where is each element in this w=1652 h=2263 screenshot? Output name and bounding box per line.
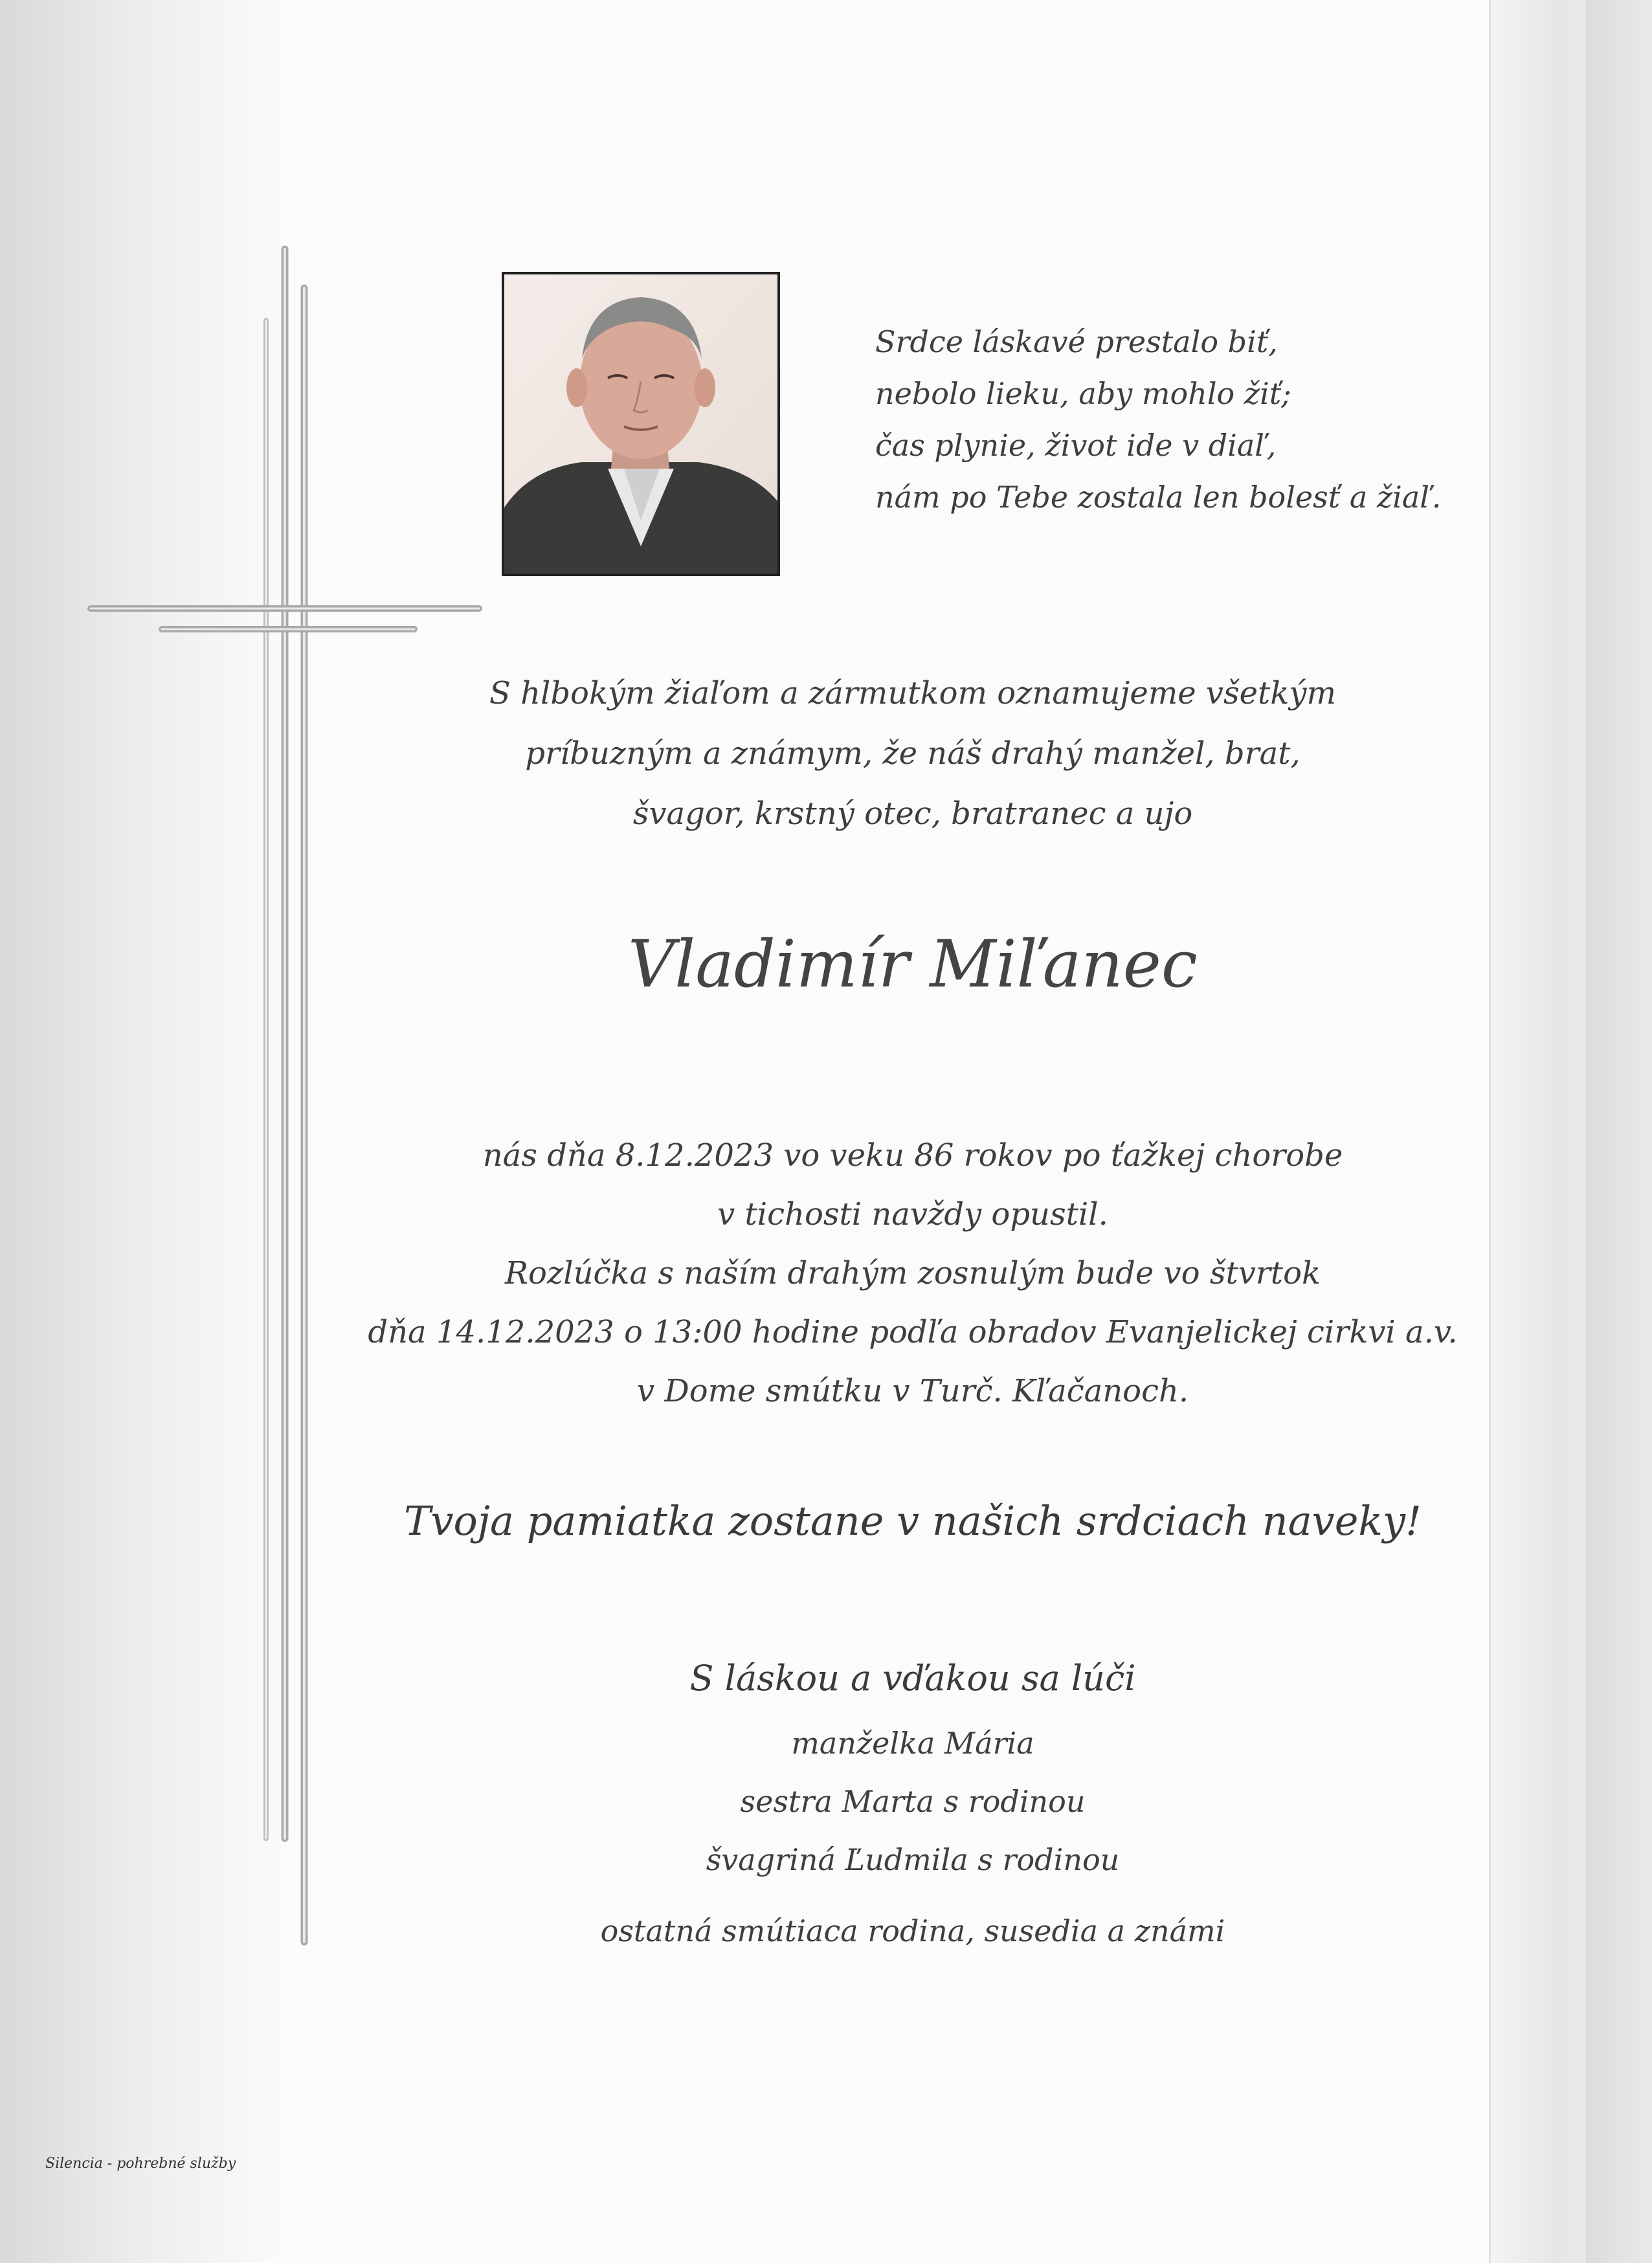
verse-line: nám po Tebe zostala len bolesť a žiaľ. (875, 480, 1442, 515)
signer: švagriná Ľudmila s rodinou (706, 1842, 1120, 1877)
details-line: nás dňa 8.12.2023 vo veku 86 rokov po ťažkej chorobe (482, 1137, 1343, 1174)
details-line: v Dome smútku v Turč. Kľačanoch. (636, 1373, 1189, 1409)
other-mourners (363, 1902, 1463, 1960)
verse-line: nebolo lieku, aby mohlo žiť; (875, 376, 1291, 411)
verse (875, 316, 1442, 523)
memory-line-text: Tvoja pamiatka zostane v našich srdciach naveky! (404, 1497, 1422, 1544)
signer: sestra Marta s rodinou (740, 1784, 1086, 1819)
deceased-name (363, 919, 1463, 1010)
funeral-details (363, 1126, 1463, 1421)
signer: manželka Mária (791, 1726, 1034, 1761)
signers-list (363, 1714, 1463, 1889)
details-line: Rozlúčka s naším drahým zosnulým bude vo štvrtok (504, 1255, 1321, 1291)
farewell-title (363, 1649, 1463, 1708)
verse-line: Srdce láskavé prestalo biť, (875, 324, 1278, 359)
announcement-line: S hlbokým žiaľom a zármutkom oznamujeme všetkým (489, 675, 1337, 711)
announcement (363, 663, 1463, 844)
details-line: dňa 14.12.2023 o 13:00 hodine podľa obradov Evanjelickej cirkvi a.v. (368, 1314, 1458, 1350)
announcement-line: švagor, krstný otec, bratranec a ujo (632, 796, 1193, 832)
announcement-line: príbuzným a známym, že náš drahý manžel, brat, (525, 735, 1300, 772)
farewell-title-text: S láskou a vďakou sa lúči (689, 1658, 1136, 1699)
memory-line (363, 1489, 1463, 1554)
details-line: v tichosti navždy opustil. (717, 1196, 1108, 1232)
verse-line: čas plynie, život ide v diaľ, (875, 428, 1277, 463)
paper-edge-strip (1586, 0, 1652, 2263)
other-mourners-text: ostatná smútiaca rodina, susedia a známi (600, 1913, 1225, 1948)
footer-credit: Silencia - pohrebné služby (45, 2156, 236, 2172)
portrait-photo (502, 272, 780, 576)
deceased-name-text: Vladimír Miľanec (628, 926, 1198, 1002)
portrait-illustration (504, 274, 777, 574)
